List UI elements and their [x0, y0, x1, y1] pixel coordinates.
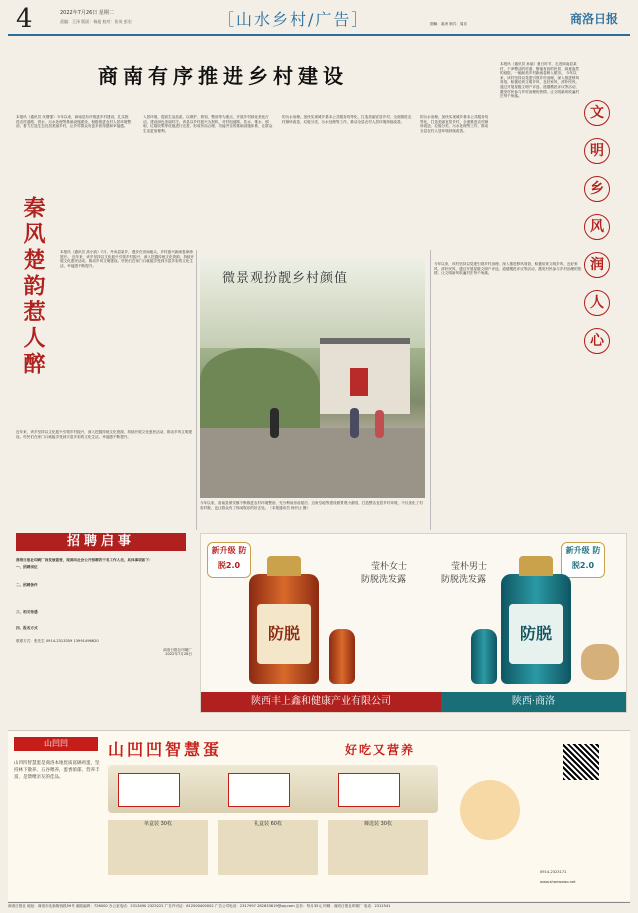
male-product: 防脱洗发露: [441, 575, 487, 585]
recruitment-title: 招聘启事: [16, 533, 186, 551]
vertical-circle-title: [584, 100, 618, 366]
qr-code: [563, 744, 599, 780]
recruitment-section: 四、报名方式: [16, 626, 38, 631]
article-left-continued: 近年来，该乡坚持以文化振兴引领乡村振兴，深入挖掘传统文化资源，持续开展文化惠民活动，推动乡风文明建设。村民们在家门口就能享受到丰富多彩的文化生活，幸福感不断提升。: [16, 430, 193, 439]
recruitment-signature: 商洛日报社印刷厂: [163, 647, 192, 652]
egg-product-2: 礼盒装 60枚: [218, 820, 318, 875]
article-right-lead: 本报讯（通讯员 孙丽）夏日时节，走进商南县某村，干净整洁的村道、错落有致的民居、绿意盎然的庭院，一幅和美乡村新画卷映入眼帘。: [500, 62, 580, 76]
female-bottle-small: [329, 629, 355, 684]
recruitment-body: [16, 558, 192, 708]
cartoon-illustration: [460, 780, 520, 840]
recruitment-section: 三、相关待遇: [16, 609, 38, 614]
page-number: 4: [16, 4, 33, 34]
column-divider: [196, 250, 197, 530]
village-photo: [200, 258, 425, 498]
newspaper-brand: 商洛日报: [570, 12, 619, 26]
article-right-body: 今年以来，该村坚持以党建引领乡村治理，深入推进移风易俗，积极培育文明乡风、良好家风、淳朴民风，通过开展星级文明户评选、道德模范评议等活动，激发村民参与乡村治理的热情，让文明新风吹遍村庄每个角落。: [500, 71, 580, 99]
egg-ad-title: 山凹凹智慧蛋: [108, 740, 223, 759]
circle-char: 风: [584, 214, 610, 240]
column-divider: [430, 250, 431, 530]
article1-col4: 的污水治理。加快实现城乡基本公共服务均等化，打造美丽宜居乡村，全面推进农村厕所改造、垃圾分类、污水处理等工作，推动全县农村人居环境持续改善。: [420, 115, 489, 133]
date-line: 2022年7月26日 星期二: [60, 10, 114, 16]
egg-product-3: 臻选装 30枚: [328, 820, 428, 875]
female-product: 防脱洗发露: [361, 575, 407, 585]
article-left-body: 近年来，该乡坚持以文化振兴引领乡村振兴，深入挖掘传统文化资源，持续开展文化惠民活动，推动乡风文明建设。村民们在家门口就能享受到丰富多彩的文化生活，幸福感不断提升。: [60, 254, 195, 268]
bottle-label: 防脱: [509, 604, 563, 664]
male-bottle-small: [471, 629, 497, 684]
upgrade-badge: 新升级 防脱2.0: [207, 542, 251, 578]
egg-hotline: 0914-2323171: [540, 870, 567, 874]
header-rule: [8, 34, 630, 36]
company-name: 陕西丰上鑫和健康产业有限公司: [201, 692, 441, 712]
photo-title: 微景观扮靓乡村颜值: [222, 271, 349, 286]
circle-char: 明: [584, 138, 610, 164]
female-label: 莹朴女士: [371, 562, 408, 572]
recruitment-section: 二、招聘条件: [16, 583, 38, 588]
male-bottle: [501, 574, 571, 684]
article-left: [60, 250, 195, 430]
egg-product-row: [108, 765, 438, 813]
article1-col2: 入居环境，提高生活品质。以保护、规划、整治等为重点，开展乡村绿化美化行动，建设绿色美丽村庄。该县以乡村振兴为契机，对村组道路、饮水、排水、照明、垃圾收集等设施进行完善，形成布局合理、功能齐全的基础设施体系，让群众生活更加便利。: [143, 115, 273, 133]
recruitment-date: 2022年7月26日: [165, 652, 192, 657]
bottle-label: 防脱: [257, 604, 311, 664]
main-headline: 商南有序推进乡村建设: [98, 64, 348, 88]
recruitment-intro: 商洛日报社印刷厂因发展需要，现面向社会公开招聘若干名工作人员，具体事项如下：: [16, 558, 153, 562]
circle-char: 心: [584, 328, 610, 354]
footer-info: 商洛日报社 地址：商洛市北新街西段59号 邮政编码：726000 办公室电话：2313490 2325222 广告许可证：612500400002 广告公司电话：2317997 282833619@qq.com 定价：每月35元 印刷：商洛日报社印刷厂 电话：2312541: [8, 902, 630, 909]
egg-website: www.shanwowo.net: [540, 880, 576, 884]
circle-char: 乡: [584, 176, 610, 202]
recruitment-section: 一、招聘岗位: [16, 564, 38, 569]
vertical-red-title: 秦风楚韵惹人醉: [20, 196, 46, 378]
editor-line: 责编：王泽 版面：杨旭 校对：张英 彭宏: [60, 19, 132, 24]
photo-caption: 今年以来，洛南县保安镇不断推进农村环境整治，充分利用房前屋后、边角空地等建设微景观小游园，打造整洁宜居乡村环境，不仅美化了村容村貌，也让群众有了休闲娱乐的好去处。（本报通讯员 杨开让 摄）: [200, 501, 423, 510]
male-label: 莹朴男士: [451, 562, 488, 572]
ginseng-illustration: [581, 644, 619, 680]
circle-char: 润: [584, 252, 610, 278]
article1-col3: 的污水治理。加快实现城乡基本公共服务均等化，打造美丽宜居乡村，全面推进农村厕所改造、垃圾分类、污水处理等工作，推动全县农村人居环境持续改善。: [282, 115, 412, 124]
region-label: 陕西·商洛: [441, 692, 626, 712]
upgrade-badge-2: 新升级 防脱2.0: [561, 542, 605, 578]
egg-ad-slogan: 好吃又营养: [345, 743, 416, 757]
article-left-lead: 本报讯（通讯员 高小凯）7月，丹凤县某乡，漫步在田间地头，乡村振兴新画卷徐徐展开。: [60, 250, 193, 259]
article1-col1: 本报讯（通讯员 代增强）今年以来，商南县有序推进乡村建设，扎实推进农村道路、供水、污水处理等基础设施建设，积极推进农村人居环境整治，着力打造生态宜居美丽乡村，让乡村群众有更多获得感和幸福感。: [16, 115, 131, 129]
egg-ad: [8, 730, 630, 901]
recruitment-contact: 联系方式：张先生 0914-2313359 13991496620: [16, 638, 99, 643]
egg-description: 山凹凹智慧蛋是商洛本地优质富硒鸡蛋，坚持林下散养、五谷喂养，蛋香浓郁，营养丰富，是馈赠亲友的佳品。: [14, 761, 100, 780]
egg-product-1: 单盒装 30枚: [108, 820, 208, 875]
right-meta: 图解：姜涛 制式：周乐: [430, 22, 468, 26]
female-bottle: [249, 574, 319, 684]
section-title: ［山水乡村/广告］: [218, 10, 370, 29]
shampoo-ad: [200, 533, 627, 713]
egg-brand-logo: 山凹凹: [14, 737, 98, 751]
circle-char: 人: [584, 290, 610, 316]
article-right-continued: 今年以来，该村坚持以党建引领乡村治理，深入推进移风易俗，积极培育文明乡风、良好家风、淳朴民风，通过开展星级文明户评选、道德模范评议等活动，激发村民参与乡村治理的热情，让文明新风吹遍村庄每个角落。: [434, 262, 582, 276]
circle-char: 文: [584, 100, 610, 126]
